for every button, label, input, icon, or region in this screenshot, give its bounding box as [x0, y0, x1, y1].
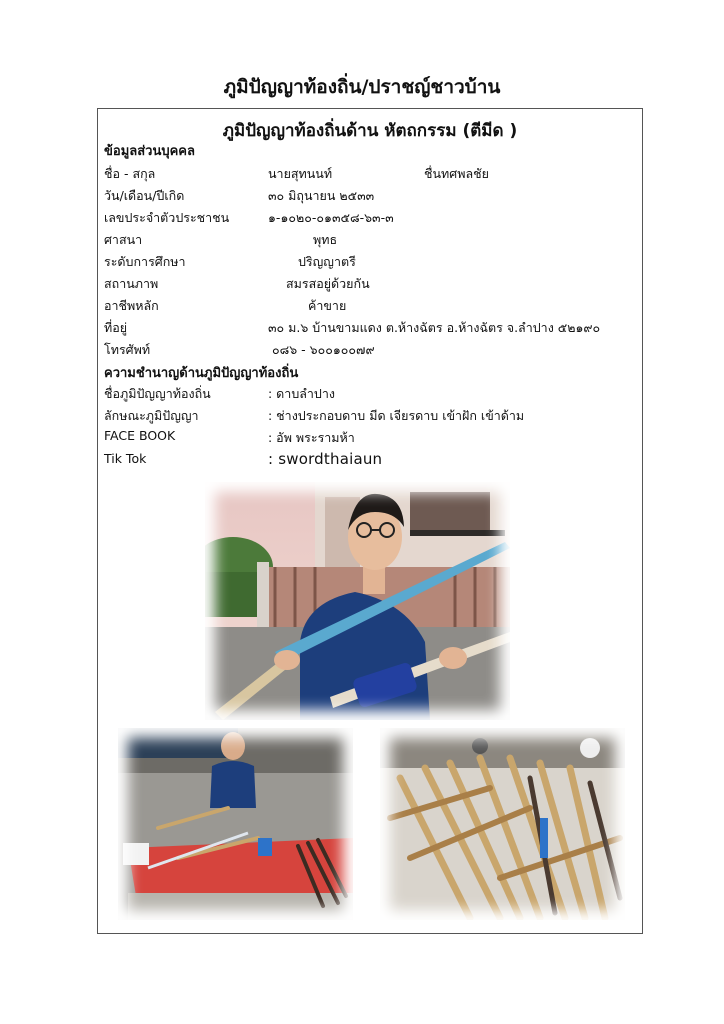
religion-value: พุทธ — [313, 232, 338, 247]
phone-label: โทรศัพท์ — [104, 342, 151, 357]
photo-market-stall — [118, 728, 353, 920]
status-value: สมรสอยู่ด้วยกัน — [286, 276, 370, 291]
document-title: ภูมิปัญญาท้องถิ่น/ปราชญ์ชาวบ้าน — [223, 76, 501, 98]
facebook-value: : อัพ พระรามห้า — [268, 430, 355, 445]
tiktok-value: : swordthaiaun — [268, 450, 383, 468]
handles-illustration — [380, 728, 625, 920]
last-name: ชื่นทศพลชัย — [424, 166, 489, 181]
first-name: นายสุทนนท์ — [268, 166, 333, 181]
nature-value: : ช่างประกอบดาบ มีด เจียรดาบ เข้าฝัก เข้าด้าม — [268, 408, 525, 423]
status-label: สถานภาพ — [104, 276, 159, 291]
address-value: ๓๐ ม.๖ บ้านขามแดง ต.ห้างฉัตร อ.ห้างฉัตร จ.ลำปาง ๕๒๑๙๐ — [268, 320, 601, 335]
phone-value: ๐๘๖ - ๖๐๐๑๐๐๗๙ — [272, 342, 375, 357]
photo-portrait-with-sword — [205, 482, 510, 720]
facebook-label: FACE BOOK — [104, 428, 176, 443]
education-label: ระดับการศึกษา — [104, 254, 186, 269]
address-label: ที่อยู่ — [104, 320, 128, 335]
dob-value: ๓๐ มิถุนายน ๒๕๓๓ — [268, 188, 375, 203]
id-value: ๑-๑๐๒๐-๐๑๓๕๘-๖๓-๓ — [268, 210, 394, 225]
wisdom-label: ชื่อภูมิปัญญาท้องถิ่น — [104, 386, 211, 401]
wisdom-value: : ดาบลำปาง — [268, 386, 335, 401]
dob-label: วัน/เดือน/ปีเกิด — [104, 188, 185, 203]
tiktok-label: Tik Tok — [104, 451, 147, 466]
nature-label: ลักษณะภูมิปัญญา — [104, 408, 199, 423]
frame-title: ภูมิปัญญาท้องถิ่นด้าน หัตถกรรม (ตีมีด ) — [222, 121, 518, 141]
occupation-value: ค้าขาย — [308, 298, 347, 313]
portrait-illustration — [205, 482, 510, 720]
photo-sword-handles — [380, 728, 625, 920]
expertise-section-title: ความชำนาญด้านภูมิปัญญาท้องถิ่น — [104, 366, 299, 381]
religion-label: ศาสนา — [104, 232, 143, 247]
education-value: ปริญญาตรี — [298, 254, 356, 269]
personal-section-title: ข้อมูลส่วนบุคคล — [104, 144, 195, 159]
occupation-label: อาชีพหลัก — [104, 298, 159, 313]
stall-illustration — [118, 728, 353, 920]
name-label: ชื่อ - สกุล — [104, 166, 156, 181]
id-label: เลขประจำตัวประชาชน — [104, 210, 230, 225]
